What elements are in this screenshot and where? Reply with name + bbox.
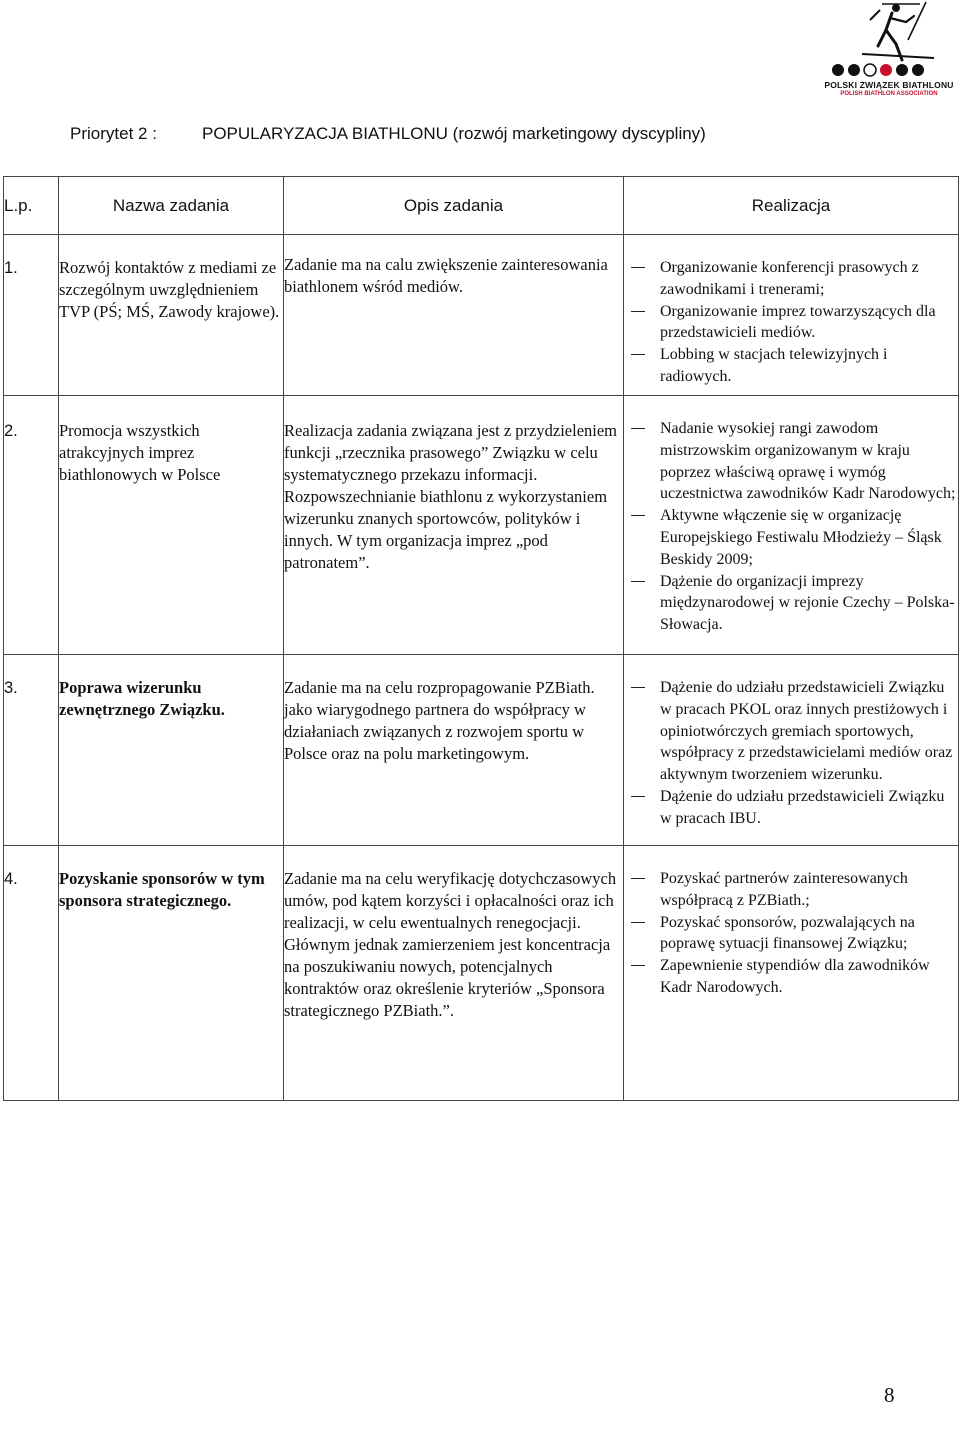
task-description: Realizacja zadania związana jest z przydzieleniem funkcji „rzecznika prasowego” Związku w celu systematycznego przekazu informacji. Rozpowszechnianie biathlonu z wykorzystaniem wizerunku znanych sportowców, polityków i innych. W tym organizacja imprez „pod patronatem”. bbox=[284, 396, 624, 655]
realization-list bbox=[624, 677, 958, 830]
header-name: Nazwa zadania bbox=[59, 177, 284, 235]
task-realization bbox=[624, 235, 959, 396]
header-lp: L.p. bbox=[4, 177, 59, 235]
list-item: Pozyskać sponsorów, pozwalających na poprawę sytuacji finansowej Związku; bbox=[624, 912, 958, 956]
task-name: Poprawa wizerunku zewnętrznego Związku. bbox=[59, 655, 284, 846]
realization-list bbox=[624, 418, 958, 636]
row-number: 4. bbox=[4, 846, 59, 1101]
list-item: Nadanie wysokiej rangi zawodom mistrzowskim organizowanym w kraju poprzez właściwą oprawę i wymóg uczestnictwa zawodników Kadr Narodowych; bbox=[624, 418, 958, 505]
table-row bbox=[4, 396, 959, 655]
task-name: Promocja wszystkich atrakcyjnych imprez biathlonowych w Polsce bbox=[59, 396, 284, 655]
table-row bbox=[4, 235, 959, 396]
priority-title: POPULARYZACJA BIATHLONU (rozwój marketingowy dyscypliny) bbox=[202, 124, 706, 143]
list-item: Pozyskać partnerów zainteresowanych współpracą z PZBiath.; bbox=[624, 868, 958, 912]
page-number: 8 bbox=[884, 1383, 895, 1407]
row-number: 3. bbox=[4, 655, 59, 846]
task-description: Zadanie ma na calu zwiększenie zainteresowania biathlonem wśród mediów. bbox=[284, 235, 624, 396]
list-item: Dążenie do udziału przedstawicieli Związku w pracach PKOL oraz innych prestiżowych i opiniotwórczych gremiach sportowych, współpracy z przedstawicielami mediów oraz aktywnym tworzeniem wizerunku. bbox=[624, 677, 958, 786]
list-item: Organizowanie konferencji prasowych z zawodnikami i trenerami; bbox=[624, 257, 958, 301]
task-name: Pozyskanie sponsorów w tym sponsora strategicznego. bbox=[59, 846, 284, 1101]
table-header-row bbox=[4, 177, 959, 235]
header-description: Opis zadania bbox=[284, 177, 624, 235]
list-item: Lobbing w stacjach telewizyjnych i radiowych. bbox=[624, 344, 958, 388]
task-description: Zadanie ma na celu weryfikację dotychczasowych umów, pod kątem korzyści i opłacalności oraz ich realizacji, w celu ewentualnych renegocjacji. Głównym jednak zamierzeniem jest koncentracja na poszukiwaniu nowych, potencjalnych kontraktów oraz określenie kryteriów „Sponsora strategicznego PZBiath.”. bbox=[284, 846, 624, 1101]
row-number: 1. bbox=[4, 235, 59, 396]
realization-list bbox=[624, 257, 958, 388]
realization-list bbox=[624, 868, 958, 999]
logo-subtitle: POLISH BIATHLON ASSOCIATION bbox=[840, 91, 938, 97]
task-description: Zadanie ma na celu rozpropagowanie PZBiath. jako wiarygodnego partnera do współpracy w działaniach związanych z rozwojem sportu w Polsce oraz na polu marketingowym. bbox=[284, 655, 624, 846]
list-item: Aktywne włączenie się w organizację Europejskiego Festiwalu Młodzieży – Śląsk Beskidy 2009; bbox=[624, 505, 958, 570]
task-realization bbox=[624, 396, 959, 655]
table-row bbox=[4, 655, 959, 846]
tasks-table bbox=[3, 176, 959, 1101]
task-realization bbox=[624, 655, 959, 846]
task-name: Rozwój kontaktów z mediami ze szczególnym uwzględnieniem TVP (PŚ; MŚ, Zawody krajowe). bbox=[59, 235, 284, 396]
list-item: Dążenie do udziału przedstawicieli Związku w pracach IBU. bbox=[624, 786, 958, 830]
header-realization: Realizacja bbox=[624, 177, 959, 235]
priority-label: Priorytet 2 : bbox=[70, 124, 157, 143]
row-number: 2. bbox=[4, 396, 59, 655]
logo bbox=[822, 0, 956, 100]
logo-title: POLSKI ZWIĄZEK BIATHLONU bbox=[824, 80, 954, 90]
biathlete-logo-icon bbox=[822, 0, 956, 80]
task-realization bbox=[624, 846, 959, 1101]
list-item: Zapewnienie stypendiów dla zawodników Kadr Narodowych. bbox=[624, 955, 958, 999]
list-item: Organizowanie imprez towarzyszących dla przedstawicieli mediów. bbox=[624, 301, 958, 345]
list-item: Dążenie do organizacji imprezy międzynarodowej w rejonie Czechy – Polska- Słowacja. bbox=[624, 571, 958, 636]
table-row bbox=[4, 846, 959, 1101]
